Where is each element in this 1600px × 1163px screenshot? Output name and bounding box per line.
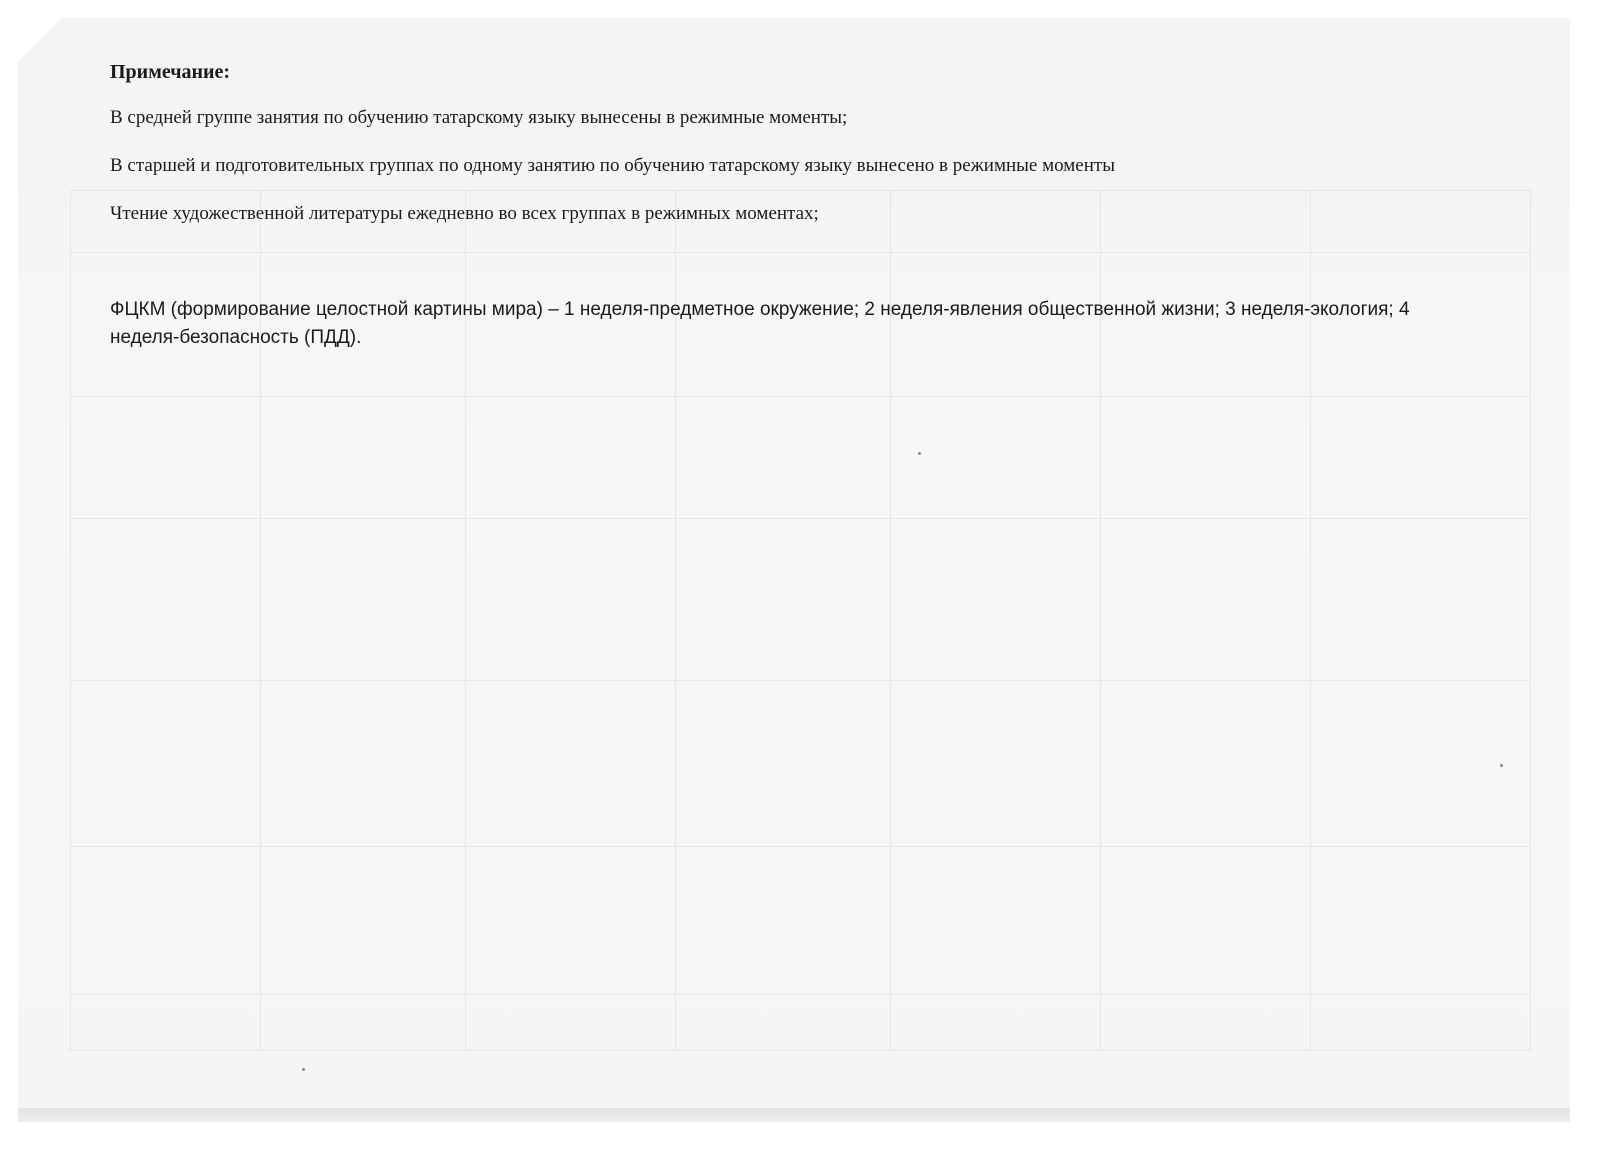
note-item: В старшей и подготовительных группах по одному занятию по обучению татарскому языку вынесено в режимные моменты [110,155,1115,176]
notes-title: Примечание: [110,61,231,83]
scan-speck [1500,764,1503,767]
scan-speck [302,1068,305,1071]
scanned-page [18,18,1570,1118]
scan-speck [918,452,921,455]
note-item: ФЦКМ (формирование целостной картины мира) – 1 неделя-предметное окружение; 2 неделя-явления общественной жизни; 3 неделя-экология; 4 неделя-безопасность (ПДД). [110,299,1410,348]
note-item: Чтение художественной литературы ежедневно во всех группах в режимных моментах; [110,203,819,224]
note-item: В средней группе занятия по обучению татарскому языку вынесены в режимные моменты; [110,107,848,128]
page-bottom-edge [18,1108,1570,1122]
